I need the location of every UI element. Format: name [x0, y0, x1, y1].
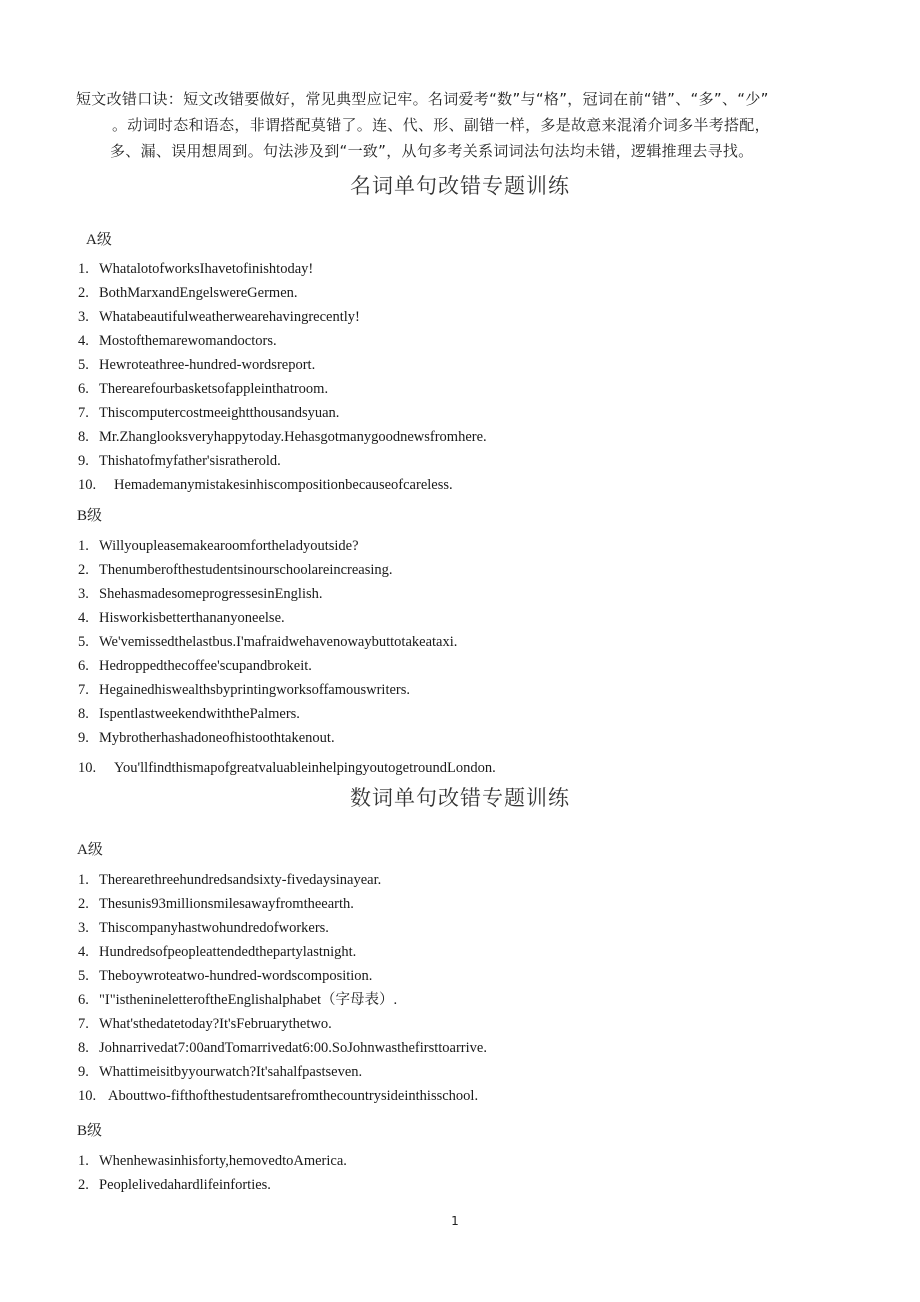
list-item: 3. Thiscompanyhastwohundredofworkers.: [78, 920, 329, 936]
list-item: 4. Mostofthemarewomandoctors.: [78, 333, 277, 349]
list-item: 10. You'llfindthismapofgreatvaluableinhelpingyoutogetroundLondon.: [78, 760, 496, 776]
list-item: 5. Hewroteathree-hundred-wordsreport.: [78, 357, 316, 373]
level-label-a: A级: [77, 842, 103, 858]
list-item: 1. Whenhewasinhisforty,hemovedtoAmerica.: [78, 1153, 347, 1169]
level-label-a: A级: [86, 232, 112, 248]
list-item: 9. Thishatofmyfather'sisratherold.: [78, 453, 281, 469]
intro-line-3: 多、漏、误用想周到。句法涉及到“一致”，从句多考关系词词法句法均未错，逻辑推理去寻找。: [110, 142, 754, 160]
level-label-b: B级: [77, 508, 103, 524]
list-item: 3. Whatabeautifulweatherwearehavingrecently!: [78, 309, 360, 325]
list-item: 5. We'vemissedthelastbus.I'mafraidwehavenowaybuttotakeataxi.: [78, 634, 458, 650]
list-item: 8. Johnarrivedat7:00andTomarrivedat6:00.SoJohnwasthefirsttoarrive.: [78, 1040, 487, 1056]
list-item: 6. "I"isthenineletteroftheEnglishalphabet（字母表）.: [78, 992, 398, 1008]
list-item: 8. IspentlastweekendwiththePalmers.: [78, 706, 300, 722]
intro-line-2: 。动词时态和语态，非谓搭配莫错了。连、代、形、副错一样，多是故意来混淆介词多半考搭配，: [112, 116, 770, 134]
noun-a-list: [78, 257, 487, 497]
list-item: 4. Hundredsofpeopleattendedthepartylastnight.: [78, 944, 357, 960]
list-item: 2. Peoplelivedahardlifeinforties.: [78, 1177, 271, 1193]
list-item: 10. Hemademanymistakesinhiscompositionbecauseofcareless.: [78, 477, 453, 493]
list-item: 9. Mybrotherhashadoneofhistoothtakenout.: [78, 730, 335, 746]
section-title-numerals: 数词单句改错专题训练: [350, 786, 570, 810]
list-item: 3. ShehasmadesomeprogressesinEnglish.: [78, 586, 323, 602]
list-item: 9. Whattimeisitbyyourwatch?It'sahalfpastseven.: [78, 1064, 363, 1080]
page-number: 1: [451, 1214, 459, 1228]
list-item: 4. Hisworkisbetterthananyoneelse.: [78, 610, 285, 626]
list-item: 1. WhatalotofworksIhavetofinishtoday!: [78, 261, 314, 277]
intro-line-1: 短文改错口诀：短文改错要做好，常见典型应记牢。名词爱考“数”与“格”，冠词在前“错”、“多”、“少”: [76, 90, 769, 108]
list-item: 6. Hedroppedthecoffee'scupandbrokeit.: [78, 658, 312, 674]
numeral-a-list: [78, 868, 487, 1108]
list-item: 6. Therearefourbasketsofappleinthatroom.: [78, 381, 329, 397]
list-item: 5. Theboywroteatwo-hundred-wordscomposition.: [78, 968, 373, 984]
list-item: 2. Thesunis93millionsmilesawayfromtheearth.: [78, 896, 354, 912]
list-item: 7. What'sthedatetoday?It'sFebruarythetwo.: [78, 1016, 332, 1032]
numeral-b-list: [78, 1149, 347, 1197]
section-title-nouns: 名词单句改错专题训练: [350, 174, 570, 198]
list-item: 2. BothMarxandEngelswereGermen.: [78, 285, 298, 301]
intro-mnemonic: [76, 86, 846, 164]
list-item: 10. Abouttwo-fifthofthestudentsarefromthecountrysideinthisschool.: [78, 1088, 479, 1104]
level-label-b: B级: [77, 1123, 103, 1139]
list-item: 1. Therearethreehundredsandsixty-fivedaysinayear.: [78, 872, 382, 888]
list-item: 2. Thenumberofthestudentsinourschoolareincreasing.: [78, 562, 393, 578]
list-item: 1. Willyoupleasemakearoomfortheladyoutside?: [78, 538, 359, 554]
list-item: 8. Mr.Zhanglooksveryhappytoday.Hehasgotmanygoodnewsfromhere.: [78, 429, 487, 445]
list-item: 7. Hegainedhiswealthsbyprintingworksoffamouswriters.: [78, 682, 411, 698]
list-item: 7. Thiscomputercostmeeightthousandsyuan.: [78, 405, 340, 421]
noun-b-list: [78, 534, 496, 780]
